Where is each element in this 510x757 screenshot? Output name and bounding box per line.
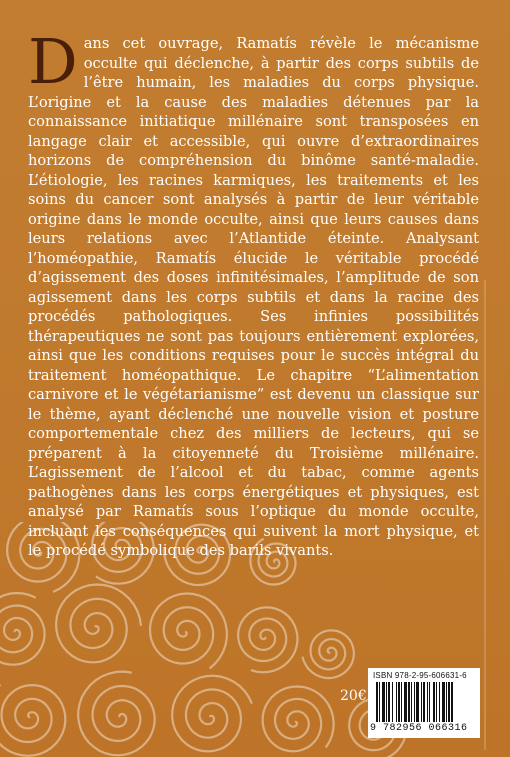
spiral-mark	[263, 687, 334, 752]
barcode-bar	[379, 682, 380, 722]
barcode-bar	[386, 682, 387, 722]
barcode-bar	[411, 682, 412, 722]
drop-cap: D	[28, 25, 78, 98]
barcode-bar	[388, 682, 390, 722]
barcode-bar	[436, 682, 437, 722]
barcode-bar	[401, 682, 402, 722]
spiral-mark	[164, 525, 230, 585]
barcode-bar	[404, 682, 407, 722]
barcode-bar	[416, 682, 419, 722]
spiral-mark	[302, 630, 353, 678]
spine-crease	[484, 280, 486, 750]
spiral-mark	[56, 585, 141, 663]
barcode-bars	[376, 682, 472, 722]
barcode-bar	[396, 682, 397, 722]
spiral-mark	[0, 593, 45, 665]
barcode-bar	[421, 682, 422, 722]
barcode-bar	[439, 682, 440, 722]
spiral-mark	[92, 522, 154, 584]
spiral-mark	[0, 685, 65, 756]
barcode-bar	[451, 682, 453, 722]
barcode-bar	[376, 682, 378, 722]
barcode-bar	[433, 682, 435, 722]
spiral-mark	[78, 672, 155, 756]
isbn-text: ISBN 978-2-95-606631-6	[373, 671, 467, 680]
barcode-bar	[408, 682, 410, 722]
spiral-mark	[7, 522, 79, 592]
barcode-bar	[398, 682, 400, 722]
price-label: 20€	[340, 688, 367, 704]
barcode-bar	[448, 682, 450, 722]
barcode-bar	[414, 682, 415, 722]
barcode-bar	[392, 682, 393, 722]
spiral-mark	[172, 676, 252, 752]
barcode-bar	[442, 682, 445, 722]
spiral-mark	[150, 594, 227, 669]
spiral-mark	[250, 539, 295, 585]
blurb-text: ans cet ouvrage, Ramatís révèle le mécanisme occulte qui déclenche, à partir des corps subtils de l’être humain, les maladies du corps physique. L’origine et la cause des maladies détenues par la connaissance initiatique millénaire sont transposées en langage clair et accessible, qui ouvre d’extraordinaires horizons de compréhension du binôme santé-maladie. L’étiologie, les racines karmiques, les traitements et les soins du cancer sont analysés à partir de leur véritable origine dans le monde occulte, ainsi que leurs causes dans leurs relations avec l’Atlantide éteinte. Analysant l’homéopathie, Ramatís élucide le véritable procédé d’agissement des doses infinitésimales, l’amplitude de son agissement dans les corps subtils et dans la racine des procédés pathologiques. Ses infinies possibilités thérapeutiques ne sont pas toujours entièrement explorées, ainsi que les conditions requises pour le succès intégral du traitement homéopathique. Le chapitre “L’alimentation carnivore et le végétarianisme” est devenu un classique sur le thème, ayant déclenché une nouvelle vision et posture comportementale chez des milliers de lecteurs, qui se préparent à la citoyenneté du Troisième millénaire. L’agissement de l’alcool et du tabac, comme agents pathogènes dans les corps énergétiques et physiques, est analysé par Ramatís sous l’optique du monde occulte, incluant les conséquences qui suivent la mort physique, et le procédé symbolique des barils vivants.	[28, 35, 479, 559]
barcode-bar	[446, 682, 447, 722]
barcode-bar	[427, 682, 428, 722]
spiral-mark	[238, 607, 297, 672]
barcode-bar	[423, 682, 425, 722]
barcode-bar	[429, 682, 430, 722]
blurb-paragraph	[28, 25, 479, 561]
ean-digits: 9 782956 066316	[370, 723, 468, 734]
barcode-bar	[382, 682, 385, 722]
barcode-label	[368, 668, 480, 738]
